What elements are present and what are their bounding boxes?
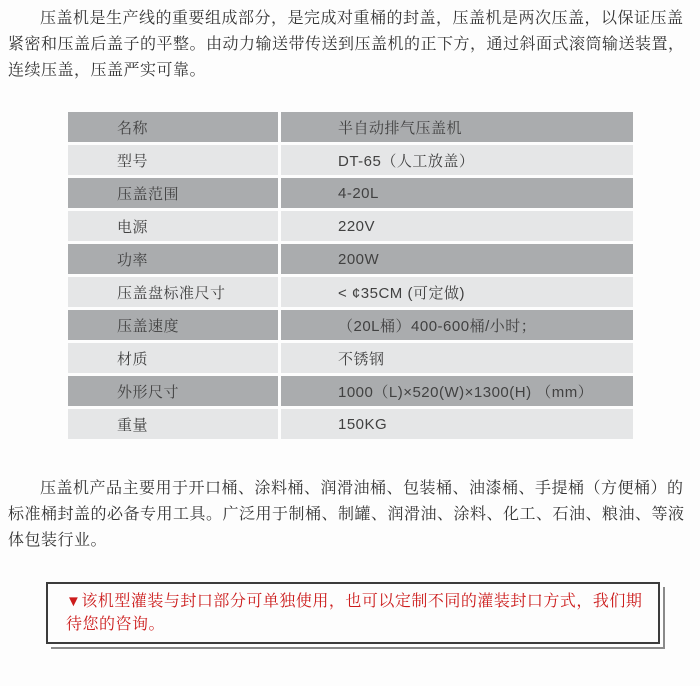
spec-label: 压盖速度 xyxy=(68,310,278,340)
spec-label: 材质 xyxy=(68,343,278,373)
spec-value: （20L桶）400-600桶/小时； xyxy=(281,310,633,340)
table-row xyxy=(68,310,633,340)
usage-paragraph: 压盖机产品主要用于开口桶、涂料桶、润滑油桶、包装桶、油漆桶、手提桶（方便桶）的标准桶封盖的必备专用工具。广泛用于制桶、制罐、润滑油、涂料、化工、石油、粮油、等液体包装行业。 xyxy=(8,480,685,549)
table-row xyxy=(68,211,633,241)
spec-label: 型号 xyxy=(68,145,278,175)
spec-table xyxy=(65,109,636,442)
notice-box xyxy=(46,582,660,644)
notice-text: 该机型灌装与封口部分可单独使用，也可以定制不同的灌装封口方式，我们期待您的咨询。 xyxy=(66,593,643,633)
down-triangle-icon: ▼ xyxy=(66,593,82,610)
table-row xyxy=(68,244,633,274)
spec-label: 压盖范围 xyxy=(68,178,278,208)
spec-value: 150KG xyxy=(281,409,633,439)
table-row xyxy=(68,145,633,175)
spec-value: 半自动排气压盖机 xyxy=(281,112,633,142)
spec-table-body xyxy=(68,112,633,439)
spec-label: 重量 xyxy=(68,409,278,439)
table-row xyxy=(68,178,633,208)
spec-label: 外形尺寸 xyxy=(68,376,278,406)
spec-value: 220V xyxy=(281,211,633,241)
spec-label: 名称 xyxy=(68,112,278,142)
spec-value: 1000（L)×520(W)×1300(H) （mm） xyxy=(281,376,633,406)
table-row xyxy=(68,343,633,373)
spec-value: DT-65（人工放盖） xyxy=(281,145,633,175)
spec-label: 压盖盘标准尺寸 xyxy=(68,277,278,307)
spec-label: 功率 xyxy=(68,244,278,274)
table-row xyxy=(68,376,633,406)
intro-paragraph: 压盖机是生产线的重要组成部分，是完成对重桶的封盖，压盖机是两次压盖，以保证压盖紧密和压盖后盖子的平整。由动力输送带传送到压盖机的正下方，通过斜面式滚筒输送装置，连续压盖，压盖严实可靠。 xyxy=(8,10,685,79)
table-row xyxy=(68,277,633,307)
spec-value: 不锈钢 xyxy=(281,343,633,373)
spec-label: 电源 xyxy=(68,211,278,241)
spec-value: < ¢35CM (可定做) xyxy=(281,277,633,307)
spec-value: 200W xyxy=(281,244,633,274)
table-row xyxy=(68,112,633,142)
spec-value: 4-20L xyxy=(281,178,633,208)
table-row xyxy=(68,409,633,439)
